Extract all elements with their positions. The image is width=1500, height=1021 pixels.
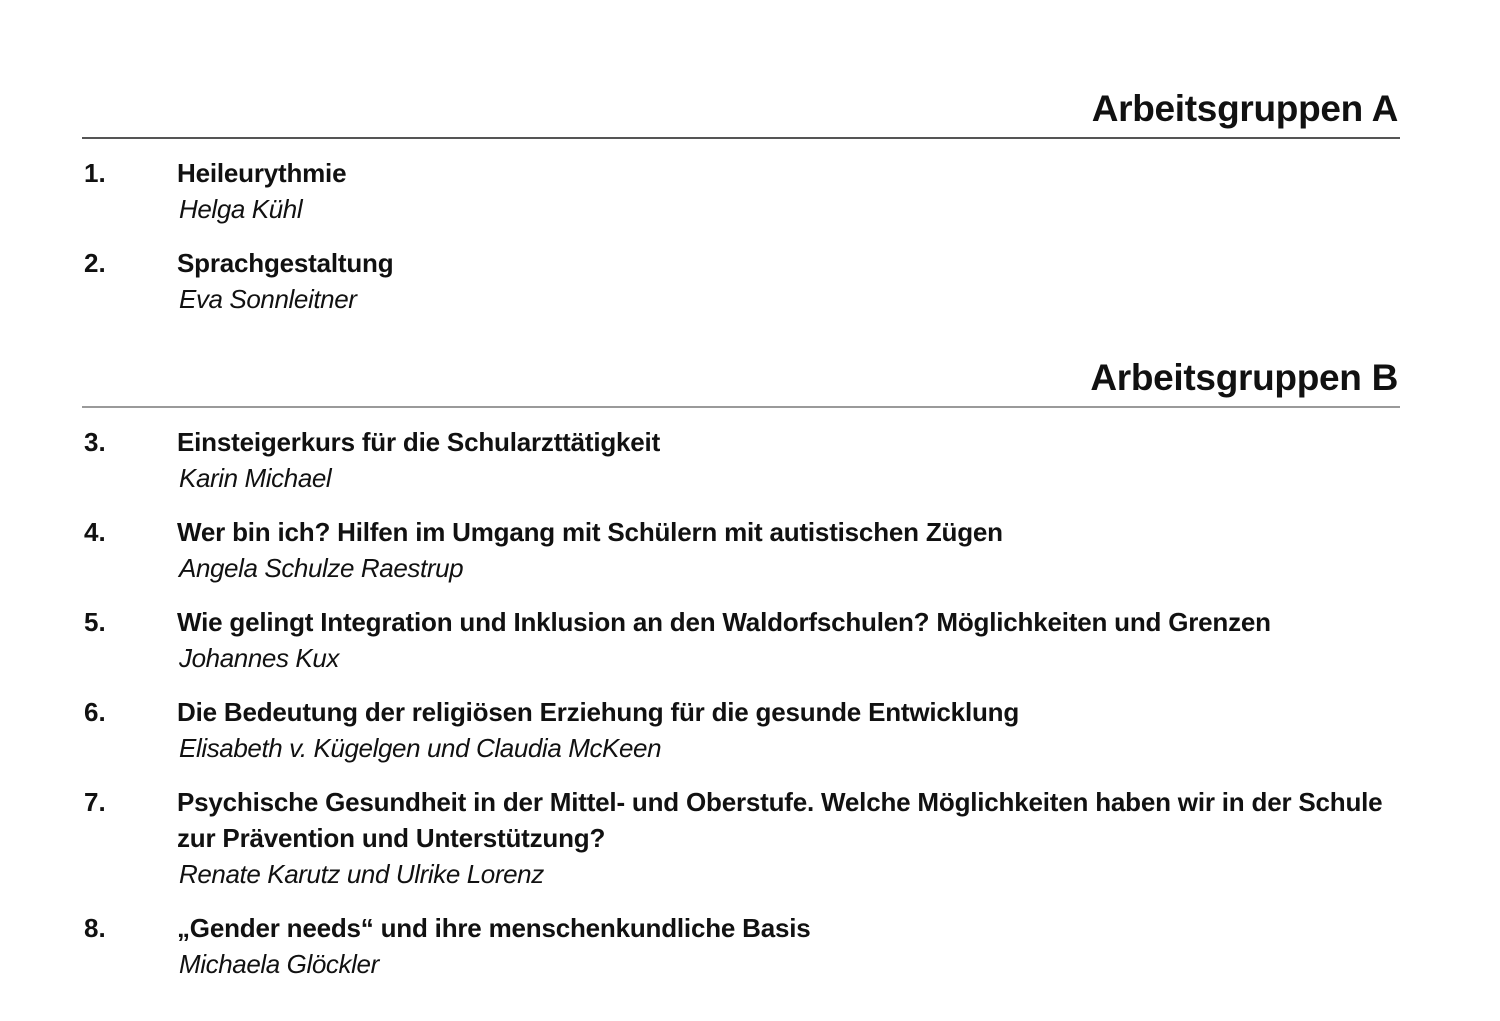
section-divider xyxy=(82,137,1400,139)
item-title: Wie gelingt Integration und Inklusion an den Waldorfschulen? Möglichkeiten und Grenzen xyxy=(177,607,1271,637)
list-item xyxy=(82,910,1400,983)
item-title: Einsteigerkurs für die Schularzttätigkeit xyxy=(177,427,661,457)
item-title: „Gender needs“ und ihre menschenkundliche Basis xyxy=(177,913,811,943)
section-heading: Arbeitsgruppen B xyxy=(1090,357,1398,398)
item-title: Wer bin ich? Hilfen im Umgang mit Schülern mit autistischen Zügen xyxy=(177,517,1003,547)
item-author: Michaela Glöckler xyxy=(179,949,379,979)
item-title: Die Bedeutung der religiösen Erziehung für die gesunde Entwicklung xyxy=(177,697,1020,727)
item-title: Sprachgestaltung xyxy=(177,248,394,278)
list-item xyxy=(82,245,1400,318)
item-author: Eva Sonnleitner xyxy=(179,284,357,314)
section-arbeitsgruppen-b xyxy=(82,318,1400,983)
item-number: 3. xyxy=(84,427,106,457)
list-item xyxy=(82,784,1400,893)
item-number: 8. xyxy=(84,913,106,943)
item-author: Karin Michael xyxy=(179,463,332,493)
item-number: 6. xyxy=(84,697,106,727)
list-item xyxy=(82,694,1400,767)
item-author: Johannes Kux xyxy=(179,643,339,673)
item-number: 5. xyxy=(84,607,106,637)
item-author: Renate Karutz und Ulrike Lorenz xyxy=(179,859,544,889)
item-number: 7. xyxy=(84,787,106,817)
list-item xyxy=(82,424,1400,497)
item-number: 1. xyxy=(84,158,106,188)
item-number: 2. xyxy=(84,248,106,278)
item-author: Helga Kühl xyxy=(179,194,303,224)
item-author: Elisabeth v. Kügelgen und Claudia McKeen xyxy=(179,733,662,763)
document-page xyxy=(82,0,1400,1021)
section-divider xyxy=(82,406,1400,408)
item-author: Angela Schulze Raestrup xyxy=(179,553,464,583)
list-item xyxy=(82,514,1400,587)
item-title: Psychische Gesundheit in der Mittel- und Oberstufe. Welche Möglichkeiten haben wir in der Schule zur Prävention und Unterstützung? xyxy=(177,787,1383,853)
section-heading: Arbeitsgruppen A xyxy=(1091,88,1398,129)
section-arbeitsgruppen-a xyxy=(82,0,1400,318)
list-item xyxy=(82,155,1400,228)
list-item xyxy=(82,604,1400,677)
item-title: Heileurythmie xyxy=(177,158,347,188)
item-number: 4. xyxy=(84,517,106,547)
